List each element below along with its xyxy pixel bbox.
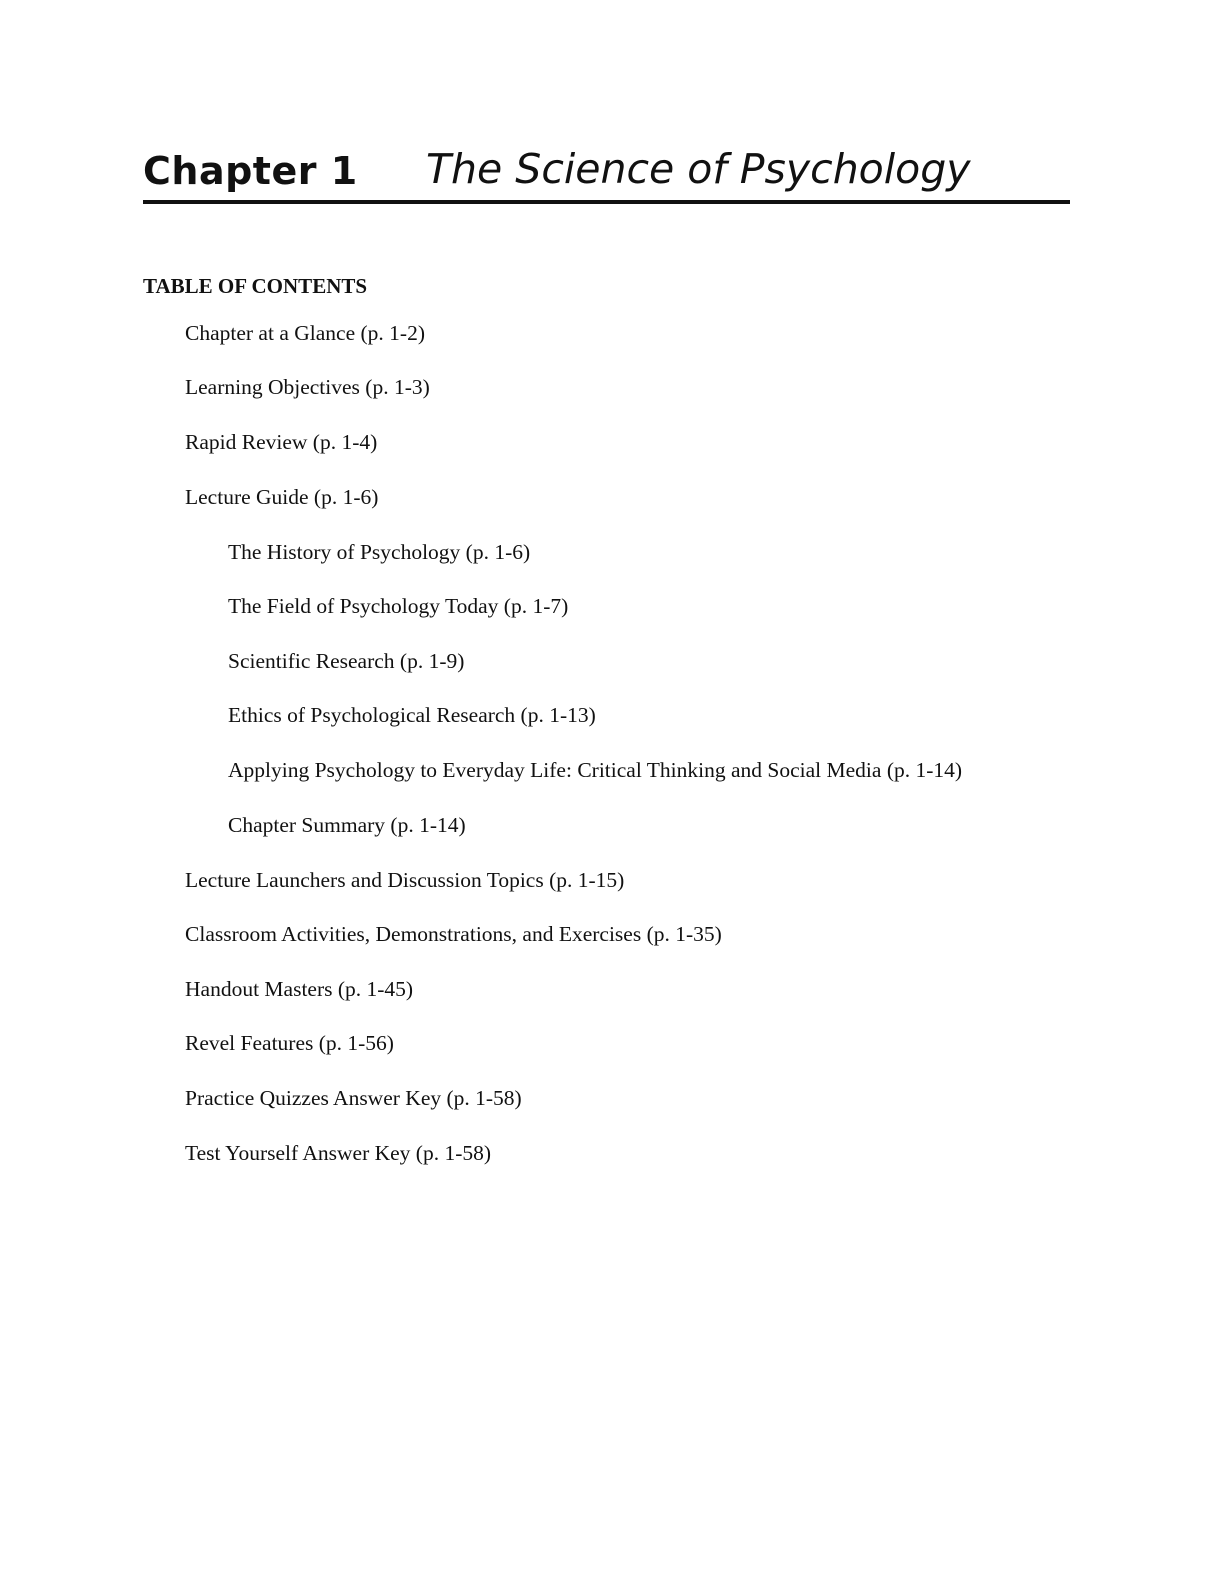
toc-item-rapid-review: Rapid Review (p. 1-4) — [185, 430, 378, 454]
toc-heading: TABLE OF CONTENTS — [143, 274, 368, 298]
toc-subitem-applying-psychology: Applying Psychology to Everyday Life: Critical Thinking and Social Media (p. 1-14) — [228, 758, 963, 782]
toc-item-practice-quizzes-key: Practice Quizzes Answer Key (p. 1-58) — [185, 1086, 522, 1110]
toc-item-revel-features: Revel Features (p. 1-56) — [185, 1031, 394, 1055]
toc-item-handout-masters: Handout Masters (p. 1-45) — [185, 977, 414, 1001]
toc-item-lecture-launchers: Lecture Launchers and Discussion Topics (p. 1-15) — [185, 868, 625, 892]
toc-subitem-scientific-research: Scientific Research (p. 1-9) — [228, 649, 465, 673]
chapter-title: The Science of Psychology — [426, 145, 971, 193]
toc-item-chapter-at-a-glance: Chapter at a Glance (p. 1-2) — [185, 321, 425, 345]
toc-item-lecture-guide: Lecture Guide (p. 1-6) — [185, 485, 379, 509]
toc-subitem-ethics: Ethics of Psychological Research (p. 1-13) — [228, 703, 596, 727]
toc-item-learning-objectives: Learning Objectives (p. 1-3) — [185, 375, 430, 399]
toc-item-test-yourself-key: Test Yourself Answer Key (p. 1-58) — [185, 1141, 492, 1165]
chapter-header — [143, 140, 1070, 204]
toc-item-classroom-activities: Classroom Activities, Demonstrations, and Exercises (p. 1-35) — [185, 922, 722, 946]
toc-subitem-chapter-summary: Chapter Summary (p. 1-14) — [228, 813, 466, 837]
toc-subitem-field-today: The Field of Psychology Today (p. 1-7) — [228, 594, 569, 618]
chapter-label: Chapter 1 — [143, 149, 358, 193]
toc-subitem-history: The History of Psychology (p. 1-6) — [228, 540, 531, 564]
